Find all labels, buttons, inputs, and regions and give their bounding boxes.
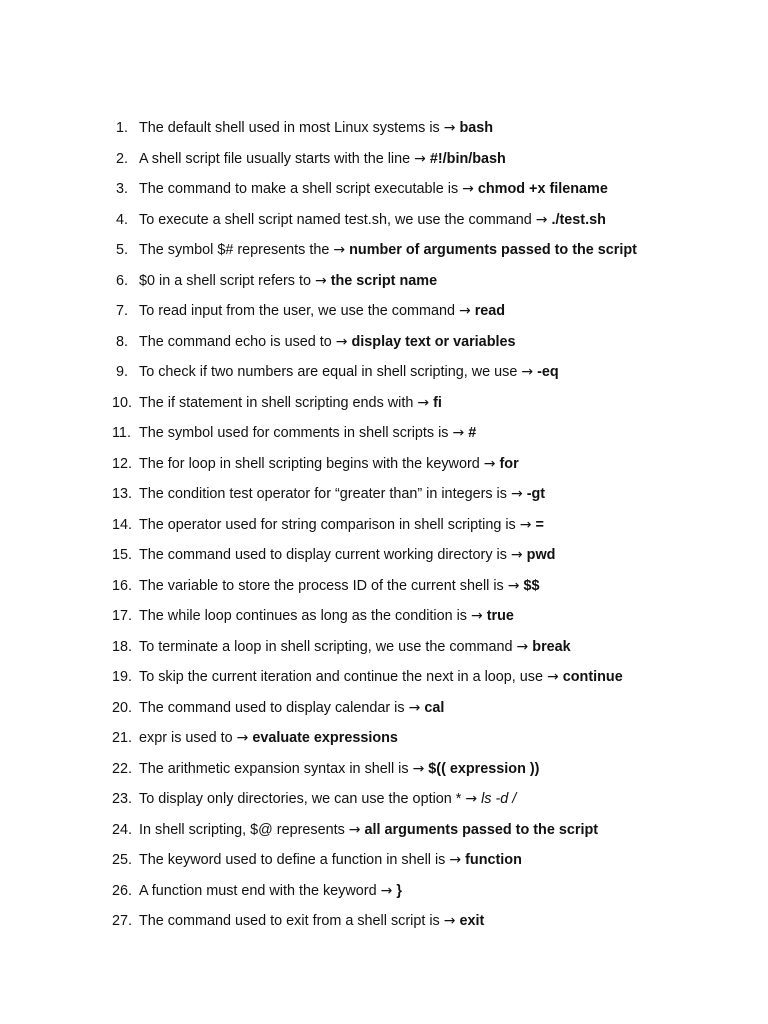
list-item — [112, 452, 732, 483]
arrow-icon: → — [507, 577, 520, 594]
answer-text: read — [474, 303, 506, 319]
arrow-icon: → — [333, 242, 346, 258]
answer-text: ./test.sh — [551, 211, 606, 228]
arrow-icon: → — [414, 150, 426, 167]
list-item — [112, 116, 732, 147]
item-number: 15. — [112, 547, 133, 563]
question-text: The command to make a shell script executable is — [139, 181, 459, 197]
list-item — [112, 818, 732, 849]
item-number: 17. — [112, 608, 133, 624]
list-item — [112, 665, 732, 696]
answer-text: ls -d / — [481, 791, 517, 807]
list-item — [112, 757, 732, 788]
item-number: 7. — [116, 303, 129, 319]
list-item — [112, 147, 732, 178]
question-text: To skip the current iteration and continue the next in a loop, use — [139, 669, 543, 685]
list-item — [112, 177, 732, 208]
item-number: 5. — [116, 242, 129, 258]
question-text: To terminate a loop in shell scripting, we use the command — [139, 638, 513, 655]
list-item — [112, 879, 732, 910]
arrow-icon: → — [335, 333, 348, 350]
question-text: The command echo is used to — [139, 333, 332, 350]
item-number: 6. — [116, 272, 129, 289]
question-text: A shell script file usually starts with the line — [139, 150, 411, 167]
list-item — [112, 696, 732, 727]
answer-text: chmod +x filename — [477, 181, 608, 197]
answer-text: -eq — [537, 364, 559, 380]
answer-text: function — [465, 852, 522, 868]
item-number: 10. — [112, 394, 133, 411]
arrow-icon: → — [510, 547, 523, 563]
item-number: 26. — [112, 882, 133, 899]
arrow-icon: → — [417, 394, 430, 411]
list-item — [112, 482, 732, 513]
item-number: 21. — [112, 730, 133, 746]
question-text: The command used to exit from a shell script is — [139, 913, 440, 929]
item-number: 13. — [112, 486, 133, 502]
answer-text: display text or variables — [351, 333, 516, 350]
item-number: 16. — [112, 577, 133, 594]
answer-text: pwd — [526, 547, 556, 563]
arrow-icon: → — [408, 699, 421, 716]
answer-text: continue — [562, 669, 623, 685]
question-text: The condition test operator for “greater than” in integers is — [139, 486, 507, 502]
question-text: To check if two numbers are equal in shell scripting, we use — [139, 364, 518, 380]
answer-text: $$ — [523, 577, 540, 594]
item-number: 22. — [112, 760, 133, 777]
question-text: The for loop in shell scripting begins with the keyword — [139, 455, 480, 472]
item-number: 25. — [112, 852, 133, 868]
arrow-icon: → — [314, 272, 327, 289]
arrow-icon: → — [519, 516, 532, 533]
list-item — [112, 848, 732, 879]
item-number: 4. — [116, 211, 129, 228]
item-number: 1. — [116, 120, 129, 136]
list-item — [112, 330, 732, 361]
arrow-icon: → — [547, 669, 559, 685]
arrow-icon: → — [510, 486, 523, 502]
item-number: 11. — [112, 425, 131, 441]
arrow-icon: → — [380, 882, 393, 899]
answer-text: -gt — [526, 486, 546, 502]
question-answer-list — [112, 116, 732, 940]
arrow-icon: → — [443, 120, 456, 136]
arrow-icon: → — [483, 455, 496, 472]
arrow-icon: → — [449, 852, 462, 868]
list-item — [112, 543, 732, 574]
list-item — [112, 574, 732, 605]
arrow-icon: → — [452, 425, 465, 441]
question-text: The while loop continues as long as the condition is — [139, 608, 467, 624]
answer-text: number of arguments passed to the script — [349, 242, 637, 258]
list-item — [112, 909, 732, 940]
question-text: The arithmetic expansion syntax in shell is — [139, 760, 409, 777]
answer-text: #!/bin/bash — [429, 150, 506, 167]
list-item — [112, 787, 732, 818]
arrow-icon: → — [412, 760, 425, 777]
item-number: 12. — [112, 455, 133, 472]
list-item — [112, 360, 732, 391]
question-text: The default shell used in most Linux systems is — [139, 120, 440, 136]
list-item — [112, 513, 732, 544]
list-item — [112, 421, 732, 452]
answer-text: break — [532, 638, 571, 655]
arrow-icon: → — [535, 211, 548, 228]
question-text: A function must end with the keyword — [139, 882, 377, 899]
question-text: The if statement in shell scripting ends with — [139, 394, 414, 411]
arrow-icon: → — [465, 791, 478, 807]
item-number: 9. — [116, 364, 129, 380]
arrow-icon: → — [443, 913, 456, 929]
arrow-icon: → — [516, 638, 529, 655]
answer-text: all arguments passed to the script — [364, 821, 599, 838]
list-item — [112, 604, 732, 635]
arrow-icon: → — [471, 608, 483, 624]
arrow-icon: → — [521, 364, 534, 380]
answer-text: exit — [459, 913, 485, 929]
question-text: The symbol used for comments in shell scripts is — [139, 425, 449, 441]
item-number: 8. — [116, 333, 129, 350]
arrow-icon: → — [236, 730, 249, 746]
list-item — [112, 391, 732, 422]
answer-text: cal — [424, 699, 445, 716]
item-number: 14. — [112, 516, 133, 533]
arrow-icon: → — [458, 303, 471, 319]
answer-text: evaluate expressions — [252, 730, 398, 746]
answer-text: the script name — [330, 272, 438, 289]
answer-text: true — [486, 608, 514, 624]
list-item — [112, 635, 732, 666]
list-item — [112, 299, 732, 330]
answer-text: = — [535, 516, 544, 533]
answer-text: for — [499, 455, 519, 472]
item-number: 20. — [112, 699, 133, 716]
question-text: The symbol $# represents the — [139, 242, 330, 258]
answer-text: $(( expression )) — [428, 760, 540, 777]
question-text: $0 in a shell script refers to — [139, 272, 311, 289]
list-item — [112, 269, 732, 300]
item-number: 27. — [112, 913, 133, 929]
question-text: expr is used to — [139, 730, 233, 746]
question-text: In shell scripting, $@ represents — [139, 821, 345, 838]
question-text: To display only directories, we can use the option * — [139, 791, 462, 807]
question-text: The operator used for string comparison in shell scripting is — [139, 516, 516, 533]
list-item — [112, 208, 732, 239]
answer-text: } — [396, 882, 402, 899]
item-number: 19. — [112, 669, 133, 685]
question-text: The command used to display current working directory is — [139, 547, 507, 563]
question-text: To read input from the user, we use the command — [139, 303, 455, 319]
item-number: 3. — [116, 181, 129, 197]
question-text: To execute a shell script named test.sh, we use the command — [139, 211, 532, 228]
item-number: 18. — [112, 638, 133, 655]
answer-text: # — [468, 425, 477, 441]
list-item — [112, 238, 732, 269]
question-text: The variable to store the process ID of the current shell is — [139, 577, 504, 594]
item-number: 23. — [112, 791, 133, 807]
arrow-icon: → — [462, 181, 474, 197]
question-text: The command used to display calendar is — [139, 699, 405, 716]
item-number: 2. — [116, 150, 129, 167]
list-item — [112, 726, 732, 757]
arrow-icon: → — [348, 821, 361, 838]
question-text: The keyword used to define a function in shell is — [139, 852, 446, 868]
item-number: 24. — [112, 821, 133, 838]
answer-text: fi — [433, 394, 442, 411]
answer-text: bash — [459, 120, 494, 136]
